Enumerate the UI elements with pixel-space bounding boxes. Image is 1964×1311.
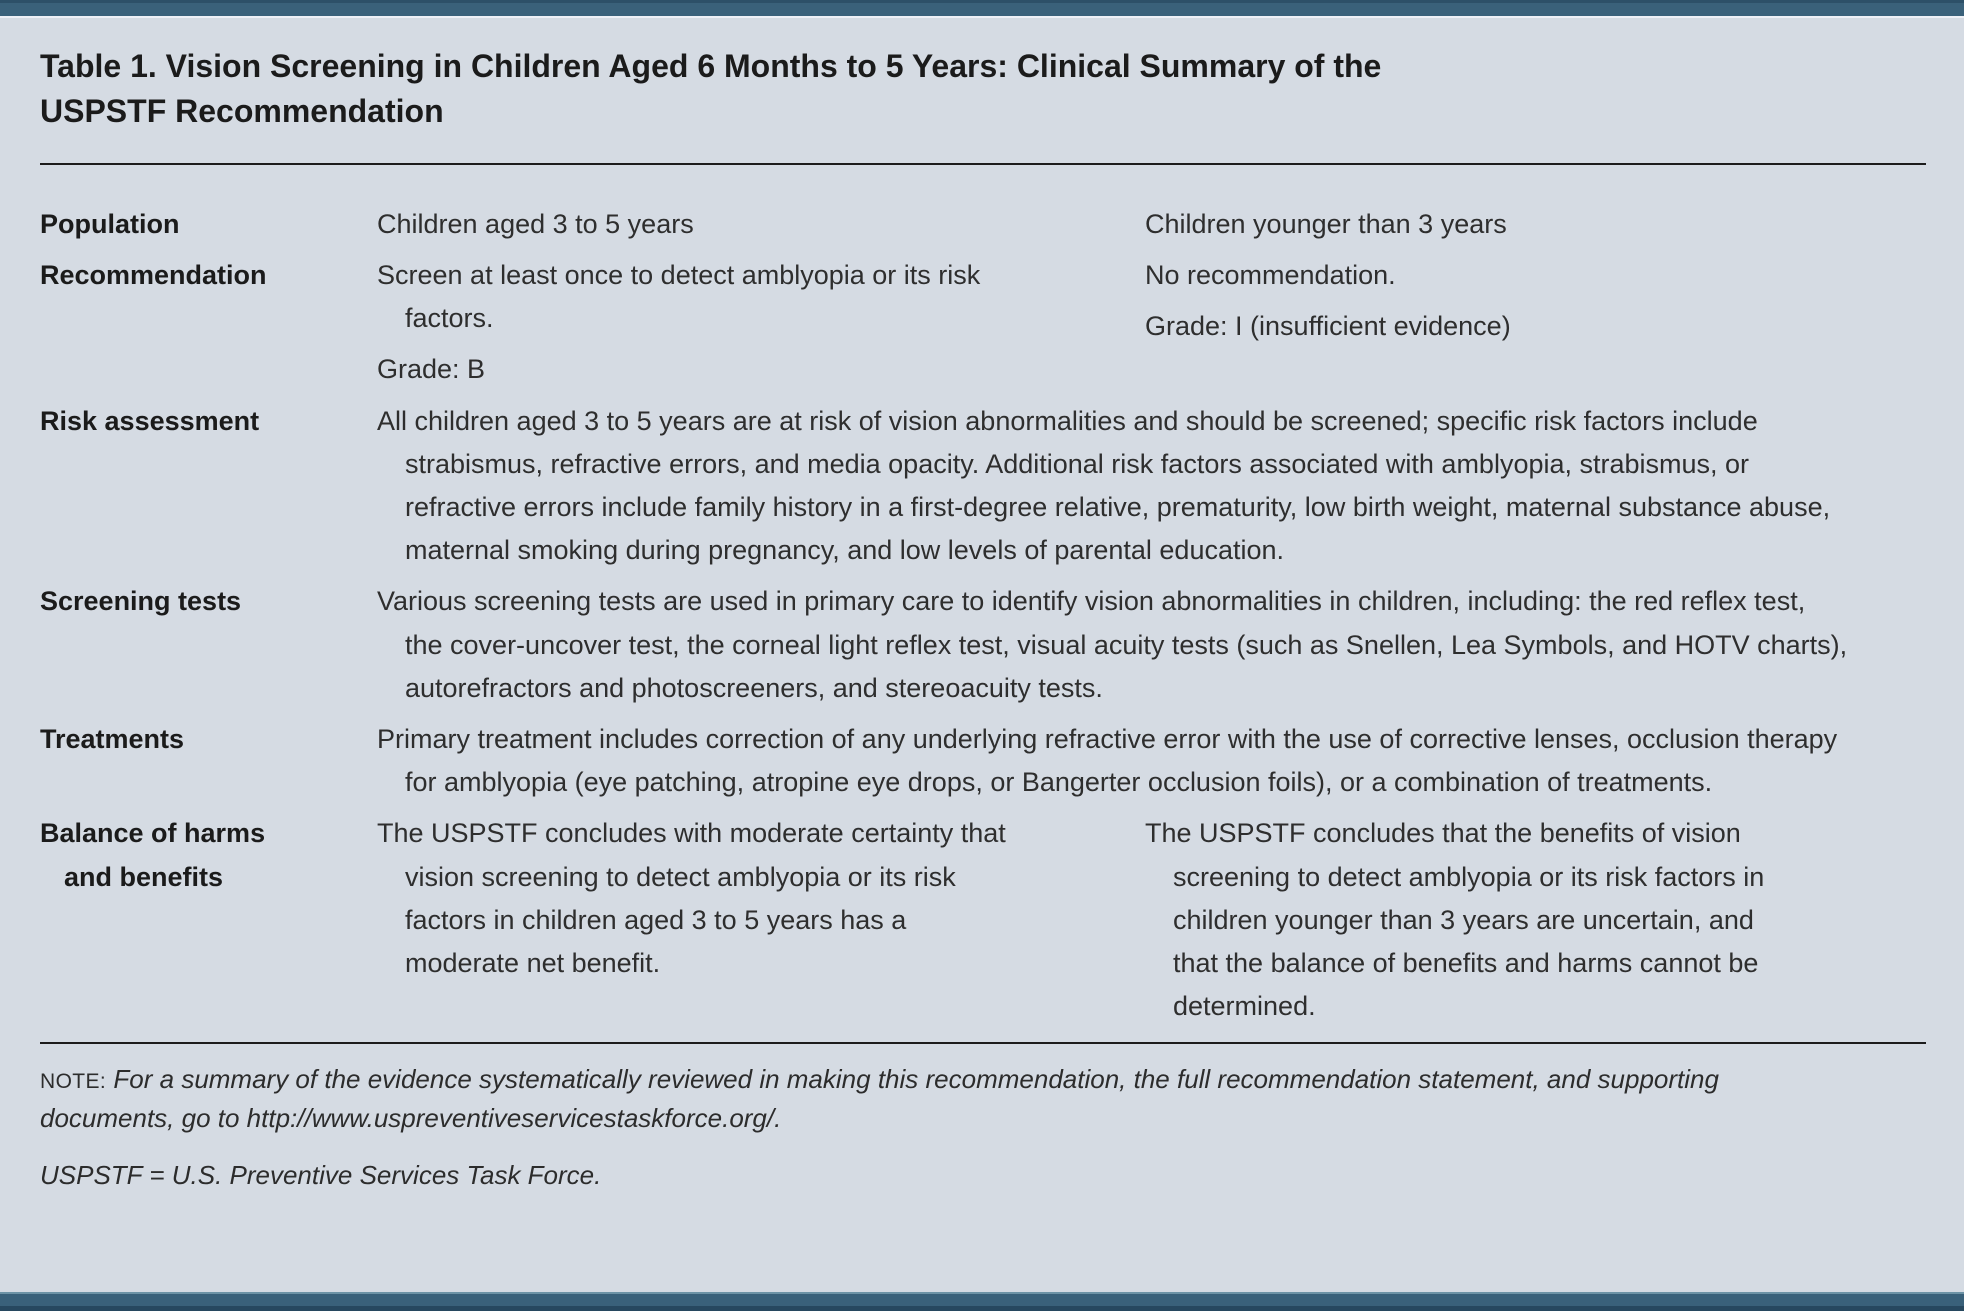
table-title-line1: Table 1. Vision Screening in Children Aged 6 Months to 5 Years: Clinical Summary of the [40,48,1382,84]
table-title-line2: USPSTF Recommendation [40,93,444,130]
balance-aged-3-5-cell [377,812,1145,1028]
treatments-text: Primary treatment includes correction of any underlying refractive error with the use of corrective lenses, occlusion therapy for amblyopia (eye patching, atropine eye drops, or Bangerter occlusion foils), or a combination of treatments. [377,723,1838,798]
risk-assessment-text-cell [377,400,1926,573]
recommendation-text-aged-3-5: Screen at least once to detect amblyopia or its risk factors. [377,260,981,334]
table-row-recommendation [40,254,1926,392]
row-label-balance: Balance of harms and benefits [40,818,266,892]
table-title [40,44,1926,135]
balance-text-younger-3: The USPSTF concludes that the benefits of vision screening to detect amblyopia or its risk factors in children younger than 3 years are uncertain, and that the balance of benefits and harms cannot be determined. [1145,818,1765,1022]
bottom-rule [40,1042,1926,1044]
treatments-text-cell [377,718,1926,804]
footnote-text: For a summary of the evidence systematically reviewed in making this recommendation, the full recommendation statement, and supporting documents, go to http://www.uspreventiveservicestaskforce.org/. [40,1064,1719,1134]
grade-i: Grade: I (insufficient evidence) [1145,311,1511,342]
screening-tests-text: Various screening tests are used in primary care to identify vision abnormalities in children, including: the red reflex test, the cover-uncover test, the corneal light reflex test, visual acuity tests (such as Snellen, Lea Symbols, and HOTV charts), autorefractors and photoscreeners, and stereoacuity tests. [377,586,1848,703]
footnote [40,1060,1820,1138]
screening-tests-text-cell [377,580,1926,710]
risk-assessment-text: All children aged 3 to 5 years are at risk of vision abnormalities and should be screened; specific risk factors include strabismus, refractive errors, and media opacity. Additional risk factors associated with amblyopia, strabismus, or refractive errors include family history in a first-degree relative, prematurity, low birth weight, maternal substance abuse, maternal smoking during pregnancy, and low levels of parental education. [377,405,1831,566]
table-row-screening-tests [40,580,1926,710]
footnote-label: NOTE: [40,1070,107,1094]
recommendation-text-younger-3: No recommendation. [1145,260,1396,291]
abbreviation-note: USPSTF = U.S. Preventive Services Task Force. [40,1160,602,1191]
row-label-risk-assessment: Risk assessment [40,405,260,436]
bottom-accent-bar [0,1292,1964,1311]
table-row-balance [40,812,1926,1028]
recommendation-younger-3 [1145,254,1926,392]
table-content [40,18,1926,1191]
row-label-population: Population [40,208,180,239]
row-label-recommendation: Recommendation [40,260,267,291]
table-row-population [40,203,1926,246]
balance-younger-3-cell [1145,812,1926,1028]
top-rule [40,163,1926,165]
population-aged-3-5: Children aged 3 to 5 years [377,208,694,239]
grade-b: Grade: B [377,354,486,385]
row-label-screening-tests: Screening tests [40,586,242,617]
row-label-treatments: Treatments [40,723,185,754]
clinical-summary-table [40,203,1926,1028]
recommendation-aged-3-5 [377,254,1145,392]
table-row-treatments [40,718,1926,804]
top-accent-bar [0,0,1964,16]
population-younger-3: Children younger than 3 years [1145,208,1507,239]
table-row-risk-assessment [40,400,1926,573]
balance-text-aged-3-5: The USPSTF concludes with moderate certainty that vision screening to detect amblyopia or its risk factors in children aged 3 to 5 years has a moderate net benefit. [377,818,1006,978]
